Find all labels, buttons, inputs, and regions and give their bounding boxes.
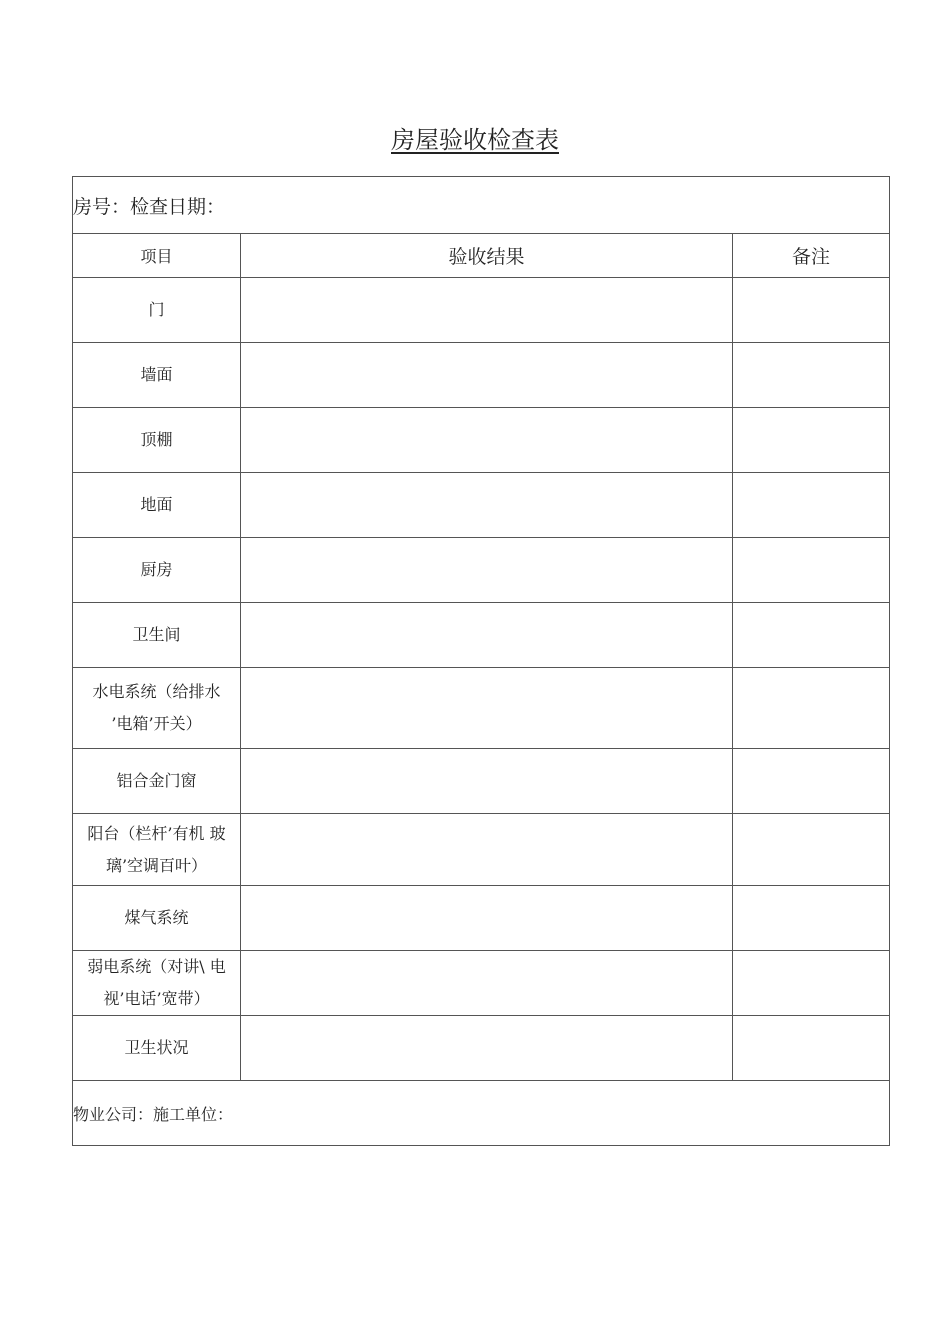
result-cell[interactable] bbox=[241, 886, 733, 951]
remark-cell[interactable] bbox=[733, 886, 890, 951]
item-label: 门 bbox=[73, 278, 241, 343]
remark-cell[interactable] bbox=[733, 814, 890, 886]
header-result: 验收结果 bbox=[241, 234, 733, 278]
result-cell[interactable] bbox=[241, 814, 733, 886]
table-row bbox=[73, 278, 890, 343]
table-row bbox=[73, 473, 890, 538]
item-label: 卫生状况 bbox=[73, 1016, 241, 1081]
remark-cell[interactable] bbox=[733, 951, 890, 1016]
item-label: 铝合金门窗 bbox=[73, 749, 241, 814]
table-row bbox=[73, 603, 890, 668]
result-cell[interactable] bbox=[241, 951, 733, 1016]
remark-cell[interactable] bbox=[733, 1016, 890, 1081]
footer-row bbox=[73, 1081, 890, 1146]
table-row bbox=[73, 886, 890, 951]
result-cell[interactable] bbox=[241, 278, 733, 343]
result-cell[interactable] bbox=[241, 1016, 733, 1081]
item-label: 墙面 bbox=[73, 343, 241, 408]
page-title: 房屋验收检查表 bbox=[391, 126, 559, 154]
table-row bbox=[73, 951, 890, 1016]
table-row bbox=[73, 1016, 890, 1081]
property-contractor-field[interactable]: 物业公司：施工单位： bbox=[73, 1081, 890, 1146]
table-row bbox=[73, 814, 890, 886]
result-cell[interactable] bbox=[241, 749, 733, 814]
result-cell[interactable] bbox=[241, 538, 733, 603]
table-row bbox=[73, 408, 890, 473]
item-label: 厨房 bbox=[73, 538, 241, 603]
table-row bbox=[73, 668, 890, 749]
remark-cell[interactable] bbox=[733, 668, 890, 749]
remark-cell[interactable] bbox=[733, 408, 890, 473]
item-label: 水电系统（给排水 ’电箱’开关） bbox=[73, 668, 241, 749]
inspection-table bbox=[72, 176, 890, 1146]
item-label: 顶棚 bbox=[73, 408, 241, 473]
item-label: 阳台（栏杆’有机 玻 璃’空调百叶） bbox=[73, 814, 241, 886]
table-row bbox=[73, 538, 890, 603]
item-label: 煤气系统 bbox=[73, 886, 241, 951]
result-cell[interactable] bbox=[241, 473, 733, 538]
remark-cell[interactable] bbox=[733, 343, 890, 408]
remark-cell[interactable] bbox=[733, 278, 890, 343]
header-remark: 备注 bbox=[733, 234, 890, 278]
remark-cell[interactable] bbox=[733, 473, 890, 538]
item-label: 卫生间 bbox=[73, 603, 241, 668]
remark-cell[interactable] bbox=[733, 603, 890, 668]
header-row bbox=[73, 234, 890, 278]
result-cell[interactable] bbox=[241, 408, 733, 473]
remark-cell[interactable] bbox=[733, 749, 890, 814]
header-item: 项目 bbox=[73, 234, 241, 278]
result-cell[interactable] bbox=[241, 343, 733, 408]
result-cell[interactable] bbox=[241, 603, 733, 668]
table-row bbox=[73, 749, 890, 814]
item-label: 地面 bbox=[73, 473, 241, 538]
remark-cell[interactable] bbox=[733, 538, 890, 603]
result-cell[interactable] bbox=[241, 668, 733, 749]
item-label: 弱电系统（对讲\ 电 视’电话’宽带） bbox=[73, 951, 241, 1016]
table-row bbox=[73, 343, 890, 408]
info-row bbox=[73, 177, 890, 234]
room-date-field[interactable]: 房号：检查日期： bbox=[73, 177, 890, 234]
